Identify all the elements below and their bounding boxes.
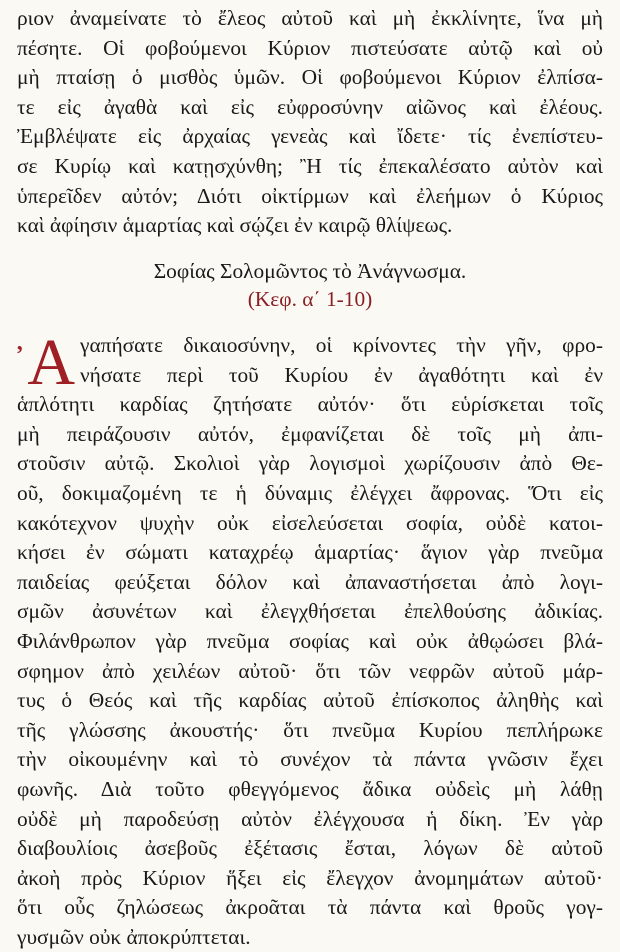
text-line: γαπήσατε δικαιοσύνην, οἱ κρίνοντες τὴν γῆν, φρο- bbox=[80, 333, 603, 357]
drop-cap bbox=[13, 326, 75, 399]
text-line: σμῶν ἀσυνέτων καὶ ἐλεγχθήσεται ἐπελθούσης ἀδικίας. bbox=[17, 599, 603, 624]
text-line: ριον ἀναμείνατε τὸ ἔλεος αὐτοῦ καὶ μὴ ἐκκλίνητε, ἵνα μὴ bbox=[17, 6, 603, 30]
paragraph-2 bbox=[13, 326, 603, 952]
text-line: τῆς γλώσσης ἀκουστής· ὅτι πνεῦμα Κυρίου πεπλήρωκε bbox=[17, 717, 603, 742]
text-line: ἁπλότητι καρδίας ζητήσατε αὐτόν· ὅτι εὑρίσκεται τοῖς bbox=[17, 392, 603, 417]
text-line: ἀκοὴ πρὸς Κύριον ἥξει εἰς ἔλεγχον ἀνομημάτων αὐτοῦ· bbox=[17, 865, 603, 890]
text-line: σε Κυρίῳ καὶ κατῃσχύνθη; Ἢ τίς ἐπεκαλέσατο αὐτὸν καὶ bbox=[17, 153, 603, 178]
text-line: κήσει ἐν σώματι καταχρέῳ ἁμαρτίας· ἅγιον γὰρ πνεῦμα bbox=[17, 540, 603, 565]
paragraph-1 bbox=[17, 4, 603, 241]
drop-cap-breathing-mark: ᾿ bbox=[13, 338, 27, 383]
text-line: διαβουλίοις ἀσεβοῦς ἐξέτασις ἔσται, λόγων δὲ αὐτοῦ bbox=[17, 836, 603, 861]
text-line: κακότεχνον ψυχὴν οὐκ εἰσελεύσεται σοφία, οὐδὲ κατοι- bbox=[17, 510, 603, 535]
text-line: παιδείας φεύξεται δόλον καὶ ἀπαναστήσεται ἀπὸ λογι- bbox=[17, 569, 603, 594]
chapter-reference: (Κεφ. α΄ 1-10) bbox=[247, 287, 373, 311]
text-line: ὑπερεῖδεν αὐτόν; Διότι οἰκτίρμων καὶ ἐλεήμων ὁ Κύριος bbox=[17, 183, 603, 208]
text-line: σφημον ἀπὸ χειλέων αὐτοῦ· ὅτι τῶν νεφρῶν αὐτοῦ μάρ- bbox=[17, 658, 603, 683]
text-line: γυσμῶν οὐκ ἀποκρύπτεται. bbox=[17, 924, 251, 949]
reading-heading bbox=[0, 257, 620, 313]
text-line: μὴ πειράζουσιν αὐτόν, ἐμφανίζεται δὲ τοῖς μὴ ἀπι- bbox=[17, 421, 603, 446]
text-line: τε εἰς ἀγαθὰ καὶ εἰς εὐφροσύνην αἰῶνος καὶ ἐλέους. bbox=[17, 94, 603, 119]
text-line: στοῦσιν αὐτῷ. Σκολιοὶ γὰρ λογισμοὶ χωρίζουσιν ἀπὸ Θε- bbox=[17, 451, 603, 476]
text-line: καὶ ἀφίησιν ἁμαρτίας καὶ σῴζει ἐν καιρῷ θλίψεως. bbox=[17, 213, 453, 238]
text-line: ὅτι οὖς ζηλώσεως ἀκροᾶται τὰ πάντα καὶ θροῦς γογ- bbox=[17, 895, 603, 920]
text-line: Ἐμβλέψατε εἰς ἀρχαίας γενεὰς καὶ ἴδετε· τίς ἐνεπίστευ- bbox=[17, 124, 603, 149]
text-line: πέσητε. Οἱ φοβούμενοι Κύριον πιστεύσατε αὐτῷ καὶ οὐ bbox=[17, 35, 603, 60]
text-line: νήσατε περὶ τοῦ Κυρίου ἐν ἀγαθότητι καὶ ἐν bbox=[80, 362, 603, 387]
text-line: μὴ πταίσῃ ὁ μισθὸς ὑμῶν. Οἱ φοβούμενοι Κύριον ἐλπίσα- bbox=[17, 65, 603, 90]
drop-cap-letter: Α bbox=[27, 326, 75, 399]
text-line: τυς ὁ Θεός καὶ τῆς καρδίας αὐτοῦ ἐπίσκοπος ἀληθὴς καὶ bbox=[17, 688, 603, 713]
text-line: φωνῆς. Διὰ τοῦτο φθεγγόμενος ἄδικα οὐδεὶς μὴ λάθῃ bbox=[17, 776, 603, 801]
text-line: τὴν οἰκουμένην καὶ τὸ συνέχον τὰ πάντα γνῶσιν ἔχει bbox=[17, 747, 603, 772]
text-line: οῦ, δοκιμαζομένη τε ἡ δύναμις ἐλέγχει ἄφρονας. Ὅτι εἰς bbox=[17, 480, 603, 505]
text-line: οὐδὲ μὴ παροδεύσῃ αὐτὸν ἐλέγχουσα ἡ δίκη. Ἐν γὰρ bbox=[17, 806, 603, 831]
reading-title: Σοφίας Σολομῶντος τὸ Ἀνάγνωσμα. bbox=[153, 259, 467, 283]
text-line: Φιλάνθρωπον γὰρ πνεῦμα σοφίας καὶ οὐκ ἀθῳώσει βλά- bbox=[17, 628, 603, 653]
